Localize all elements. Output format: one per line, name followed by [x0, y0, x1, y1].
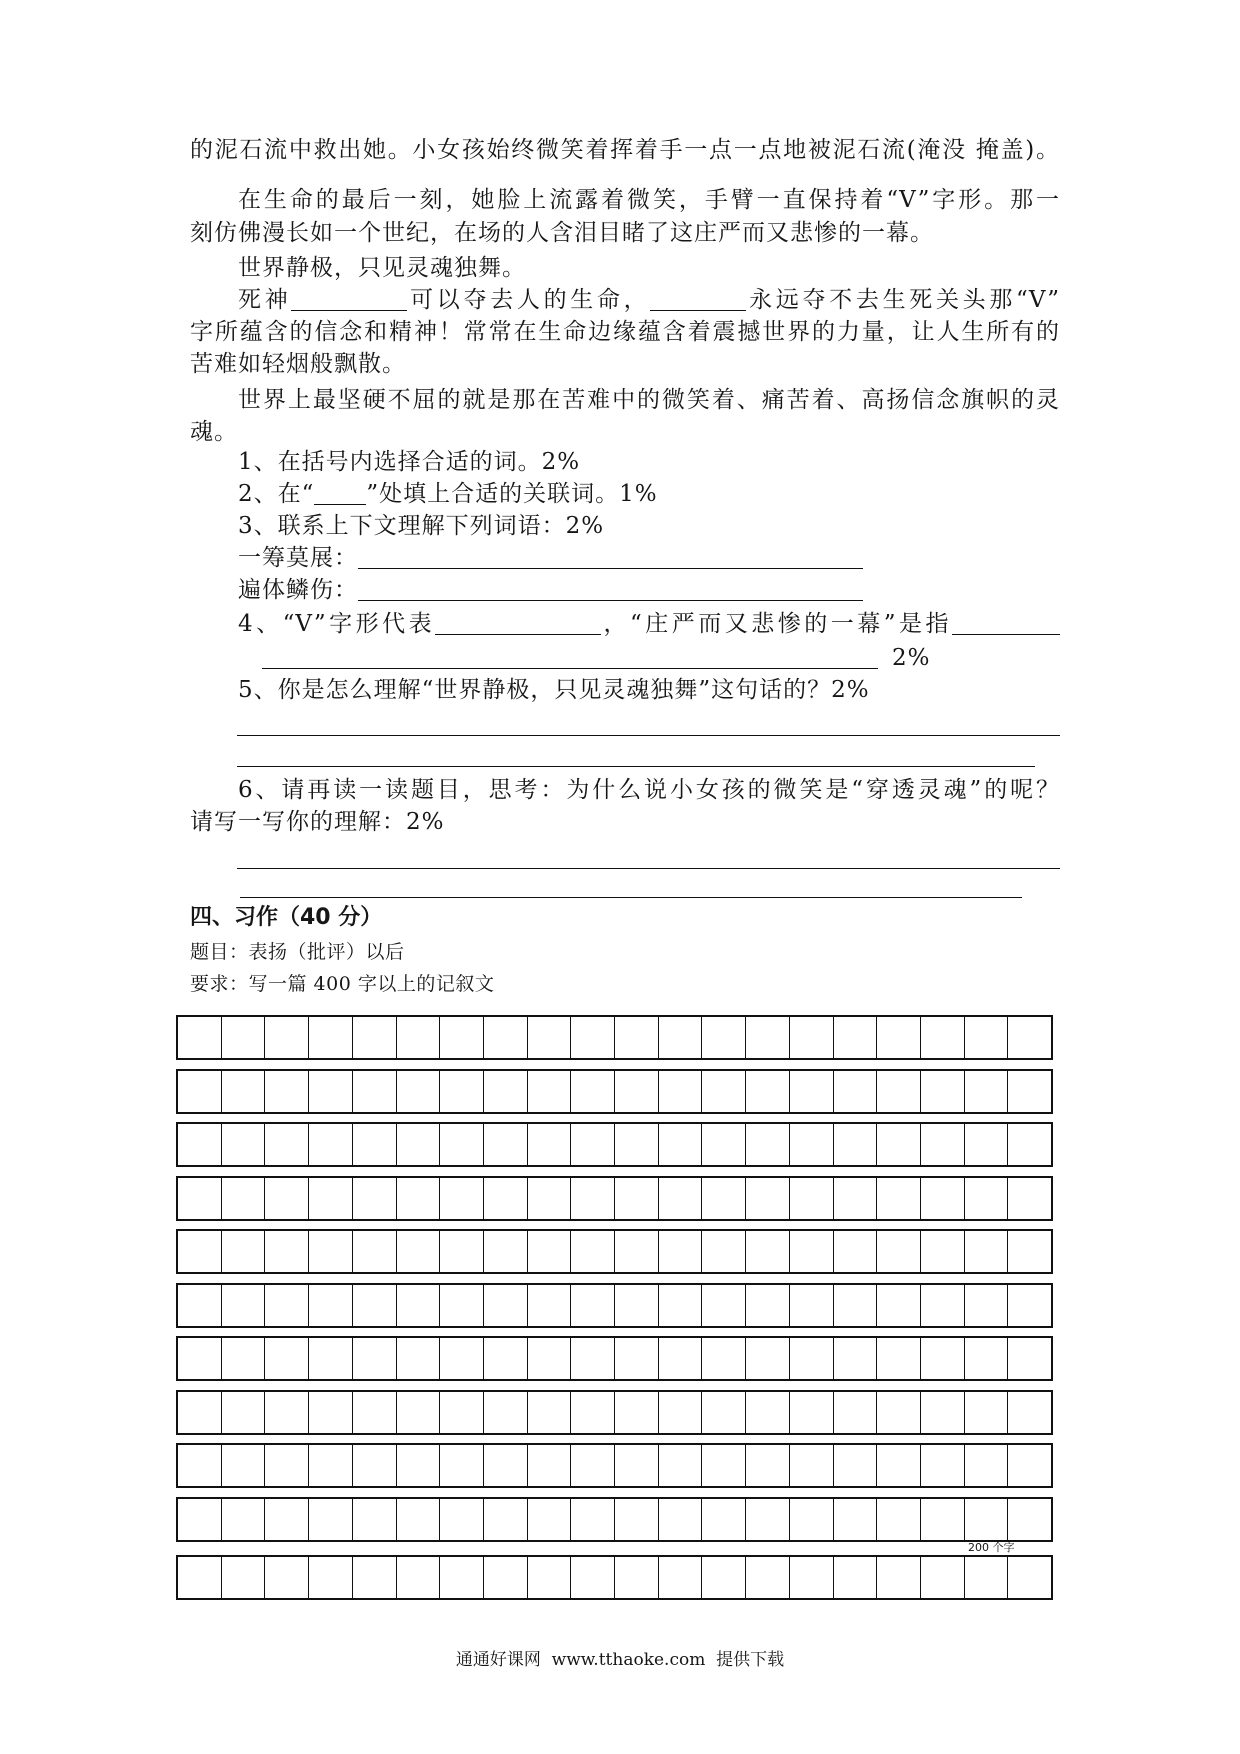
grid-cell — [484, 1338, 528, 1379]
grid-cell — [528, 1231, 572, 1272]
grid-cell — [877, 1499, 921, 1540]
grid-cell — [746, 1557, 790, 1598]
answer-blank — [358, 546, 863, 569]
grid-cell — [309, 1071, 353, 1112]
grid-cell — [615, 1499, 659, 1540]
grid-cell — [265, 1017, 309, 1058]
grid-cell — [746, 1178, 790, 1219]
score-label: 2% — [892, 645, 931, 671]
grid-cell — [265, 1338, 309, 1379]
grid-cell — [659, 1285, 703, 1326]
grid-cell — [397, 1071, 441, 1112]
section-heading: 四、习作（40 分） — [190, 905, 383, 930]
grid-cell — [834, 1124, 878, 1165]
grid-cell — [484, 1445, 528, 1486]
page-footer: 通通好课网 www.tthaoke.com 提供下载 — [455, 1650, 785, 1670]
grid-cell — [615, 1124, 659, 1165]
grid-row — [176, 1555, 1053, 1600]
grid-cell — [178, 1338, 222, 1379]
grid-cell — [222, 1338, 266, 1379]
grid-cell — [440, 1338, 484, 1379]
grid-cell — [746, 1017, 790, 1058]
answer-line — [240, 897, 1022, 898]
grid-cell — [484, 1392, 528, 1433]
grid-cell — [659, 1178, 703, 1219]
grid-cell — [615, 1017, 659, 1058]
grid-row — [176, 1122, 1053, 1167]
grid-cell — [178, 1499, 222, 1540]
grid-cell — [659, 1338, 703, 1379]
grid-cell — [921, 1124, 965, 1165]
grid-cell — [353, 1124, 397, 1165]
grid-cell — [659, 1124, 703, 1165]
passage-line: 苦难如轻烟般飘散。 — [190, 351, 406, 377]
grid-cell — [528, 1124, 572, 1165]
grid-cell — [790, 1178, 834, 1219]
question-text: ”处填上合适的关联词。1% — [366, 481, 658, 507]
composition-requirement: 要求：写一篇 400 字以上的记叙文 — [190, 973, 495, 995]
grid-cell — [178, 1231, 222, 1272]
grid-cell — [834, 1071, 878, 1112]
grid-cell — [265, 1231, 309, 1272]
grid-cell — [702, 1017, 746, 1058]
grid-cell — [265, 1071, 309, 1112]
grid-cell — [615, 1445, 659, 1486]
grid-cell — [615, 1178, 659, 1219]
grid-cell — [834, 1392, 878, 1433]
grid-cell — [790, 1285, 834, 1326]
grid-cell — [790, 1124, 834, 1165]
passage-line: 世界上最坚硬不屈的就是那在苦难中的微笑着、痛苦着、高扬信念旗帜的灵 — [238, 387, 1060, 413]
grid-row — [176, 1229, 1053, 1274]
grid-cell — [222, 1392, 266, 1433]
grid-cell — [790, 1071, 834, 1112]
grid-cell — [397, 1017, 441, 1058]
grid-cell — [615, 1392, 659, 1433]
grid-cell — [353, 1231, 397, 1272]
grid-cell — [834, 1231, 878, 1272]
grid-row — [176, 1390, 1053, 1435]
grid-cell — [834, 1557, 878, 1598]
grid-cell — [440, 1445, 484, 1486]
grid-cell — [571, 1017, 615, 1058]
grid-cell — [1008, 1338, 1051, 1379]
grid-cell — [309, 1178, 353, 1219]
question-text: ，“庄严而又悲惨的一幕”是指 — [601, 611, 952, 637]
grid-cell — [484, 1231, 528, 1272]
grid-cell — [528, 1557, 572, 1598]
grid-cell — [571, 1285, 615, 1326]
grid-cell — [877, 1178, 921, 1219]
question-2 — [238, 480, 658, 508]
answer-blank — [262, 646, 878, 669]
grid-cell — [440, 1392, 484, 1433]
grid-cell — [222, 1445, 266, 1486]
grid-cell — [309, 1124, 353, 1165]
grid-cell — [440, 1499, 484, 1540]
grid-cell — [921, 1499, 965, 1540]
grid-cell — [397, 1499, 441, 1540]
grid-cell — [528, 1285, 572, 1326]
answer-blank — [358, 578, 863, 601]
grid-cell — [615, 1338, 659, 1379]
grid-cell — [790, 1017, 834, 1058]
grid-cell — [397, 1392, 441, 1433]
grid-cell — [877, 1557, 921, 1598]
grid-cell — [877, 1017, 921, 1058]
passage-line: 刻仿佛漫长如一个世纪，在场的人含泪目睹了这庄严而又悲惨的一幕。 — [190, 220, 934, 246]
answer-line — [237, 766, 1035, 767]
passage-line: 魂。 — [190, 419, 238, 445]
grid-cell — [1008, 1178, 1051, 1219]
grid-cell — [615, 1071, 659, 1112]
passage-text: 可以夺去人的生命， — [407, 287, 651, 313]
grid-cell — [877, 1124, 921, 1165]
grid-cell — [790, 1392, 834, 1433]
grid-cell — [397, 1178, 441, 1219]
grid-cell — [877, 1231, 921, 1272]
grid-row — [176, 1015, 1053, 1060]
grid-cell — [965, 1231, 1009, 1272]
grid-cell — [353, 1178, 397, 1219]
grid-cell — [790, 1338, 834, 1379]
question-6-line-2: 请写一写你的理解：2% — [190, 809, 445, 835]
question-6: 6、请再读一读题目，思考：为什么说小女孩的微笑是“穿透灵魂”的呢？ — [238, 777, 1060, 803]
grid-cell — [265, 1445, 309, 1486]
grid-cell — [397, 1231, 441, 1272]
grid-cell — [265, 1124, 309, 1165]
grid-cell — [877, 1392, 921, 1433]
grid-cell — [965, 1392, 1009, 1433]
grid-cell — [309, 1557, 353, 1598]
grid-cell — [309, 1445, 353, 1486]
grid-cell — [1008, 1017, 1051, 1058]
grid-cell — [222, 1231, 266, 1272]
answer-blank — [650, 288, 746, 311]
grid-cell — [834, 1285, 878, 1326]
grid-row — [176, 1497, 1053, 1542]
grid-cell — [702, 1392, 746, 1433]
grid-cell — [309, 1017, 353, 1058]
answer-line — [237, 868, 1060, 869]
grid-cell — [440, 1557, 484, 1598]
grid-cell — [746, 1124, 790, 1165]
grid-row — [176, 1443, 1053, 1488]
grid-cell — [746, 1499, 790, 1540]
grid-cell — [877, 1445, 921, 1486]
grid-cell — [309, 1285, 353, 1326]
grid-cell — [528, 1445, 572, 1486]
grid-cell — [921, 1445, 965, 1486]
grid-cell — [965, 1338, 1009, 1379]
grid-cell — [790, 1445, 834, 1486]
grid-cell — [571, 1231, 615, 1272]
grid-cell — [440, 1071, 484, 1112]
grid-cell — [921, 1231, 965, 1272]
grid-cell — [309, 1338, 353, 1379]
grid-cell — [484, 1071, 528, 1112]
grid-row — [176, 1283, 1053, 1328]
grid-cell — [222, 1557, 266, 1598]
grid-cell — [615, 1285, 659, 1326]
grid-cell — [265, 1557, 309, 1598]
grid-cell — [877, 1071, 921, 1112]
grid-cell — [921, 1557, 965, 1598]
grid-cell — [746, 1285, 790, 1326]
grid-cell — [353, 1017, 397, 1058]
grid-cell — [222, 1178, 266, 1219]
question-5: 5、你是怎么理解“世界静极，只见灵魂独舞”这句话的？2% — [238, 677, 870, 703]
grid-cell — [659, 1017, 703, 1058]
grid-cell — [222, 1071, 266, 1112]
grid-cell — [834, 1017, 878, 1058]
question-3: 3、联系上下文理解下列词语：2% — [238, 513, 605, 539]
grid-cell — [965, 1557, 1009, 1598]
grid-cell — [702, 1338, 746, 1379]
grid-cell — [178, 1071, 222, 1112]
grid-row — [176, 1176, 1053, 1221]
vocab-word: 一筹莫展： — [238, 545, 358, 571]
grid-cell — [353, 1392, 397, 1433]
grid-cell — [746, 1445, 790, 1486]
grid-cell — [965, 1499, 1009, 1540]
grid-cell — [965, 1017, 1009, 1058]
grid-cell — [265, 1499, 309, 1540]
question-4-continuation — [262, 644, 931, 672]
grid-cell — [1008, 1124, 1051, 1165]
grid-cell — [484, 1124, 528, 1165]
passage-line-with-blanks — [238, 286, 1060, 314]
answer-blank — [314, 482, 366, 505]
grid-cell — [834, 1338, 878, 1379]
grid-cell — [615, 1557, 659, 1598]
grid-cell — [440, 1124, 484, 1165]
composition-topic: 题目：表扬（批评）以后 — [190, 941, 405, 963]
vocab-item — [238, 544, 863, 572]
grid-cell — [921, 1178, 965, 1219]
grid-cell — [353, 1285, 397, 1326]
grid-cell — [178, 1445, 222, 1486]
passage-line: 字所蕴含的信念和精神！常常在生命边缘蕴含着震撼世界的力量，让人生所有的 — [190, 319, 1060, 345]
grid-cell — [921, 1392, 965, 1433]
grid-cell — [746, 1338, 790, 1379]
grid-cell — [222, 1285, 266, 1326]
grid-cell — [484, 1285, 528, 1326]
grid-cell — [834, 1445, 878, 1486]
grid-cell — [222, 1017, 266, 1058]
grid-cell — [702, 1557, 746, 1598]
grid-cell — [790, 1499, 834, 1540]
grid-cell — [178, 1392, 222, 1433]
grid-cell — [1008, 1392, 1051, 1433]
grid-cell — [834, 1499, 878, 1540]
grid-cell — [440, 1231, 484, 1272]
answer-line — [237, 735, 1060, 736]
grid-cell — [659, 1557, 703, 1598]
grid-cell — [702, 1445, 746, 1486]
grid-cell — [965, 1124, 1009, 1165]
grid-cell — [571, 1178, 615, 1219]
grid-cell — [528, 1017, 572, 1058]
grid-cell — [571, 1392, 615, 1433]
grid-cell — [965, 1178, 1009, 1219]
grid-cell — [397, 1338, 441, 1379]
grid-cell — [659, 1445, 703, 1486]
grid-cell — [353, 1338, 397, 1379]
grid-cell — [659, 1231, 703, 1272]
grid-cell — [790, 1231, 834, 1272]
grid-cell — [178, 1017, 222, 1058]
grid-cell — [528, 1178, 572, 1219]
grid-cell — [615, 1231, 659, 1272]
word-count-label: 200 个字 — [968, 1541, 1015, 1554]
grid-cell — [440, 1178, 484, 1219]
answer-blank — [291, 288, 407, 311]
grid-cell — [921, 1338, 965, 1379]
grid-cell — [440, 1285, 484, 1326]
vocab-word: 遍体鳞伤： — [238, 577, 358, 603]
grid-cell — [659, 1499, 703, 1540]
grid-cell — [178, 1178, 222, 1219]
grid-cell — [309, 1231, 353, 1272]
grid-cell — [353, 1499, 397, 1540]
grid-cell — [353, 1071, 397, 1112]
grid-cell — [702, 1124, 746, 1165]
grid-cell — [222, 1499, 266, 1540]
grid-cell — [921, 1017, 965, 1058]
grid-cell — [571, 1499, 615, 1540]
grid-cell — [397, 1445, 441, 1486]
grid-row — [176, 1069, 1053, 1114]
grid-cell — [1008, 1285, 1051, 1326]
answer-blank — [435, 612, 601, 635]
grid-cell — [528, 1071, 572, 1112]
grid-cell — [571, 1557, 615, 1598]
grid-cell — [702, 1499, 746, 1540]
grid-cell — [528, 1499, 572, 1540]
question-text: 4、“V”字形代表 — [238, 611, 436, 637]
grid-cell — [484, 1557, 528, 1598]
question-4 — [238, 610, 1060, 638]
grid-cell — [178, 1557, 222, 1598]
passage-text: 永远夺不去生死关头那“V” — [746, 287, 1061, 313]
grid-cell — [746, 1392, 790, 1433]
grid-cell — [571, 1445, 615, 1486]
grid-row — [176, 1336, 1053, 1381]
grid-cell — [265, 1178, 309, 1219]
grid-cell — [484, 1178, 528, 1219]
grid-cell — [397, 1124, 441, 1165]
grid-cell — [965, 1285, 1009, 1326]
grid-cell — [571, 1338, 615, 1379]
passage-line: 的泥石流中救出她。小女孩始终微笑着挥着手一点一点地被泥石流(淹没 掩盖)。 — [190, 137, 1060, 163]
grid-cell — [484, 1499, 528, 1540]
grid-cell — [265, 1392, 309, 1433]
grid-cell — [921, 1285, 965, 1326]
grid-cell — [440, 1017, 484, 1058]
grid-cell — [571, 1124, 615, 1165]
grid-cell — [790, 1557, 834, 1598]
writing-grid — [176, 1015, 1053, 1607]
grid-cell — [353, 1445, 397, 1486]
grid-cell — [834, 1178, 878, 1219]
vocab-item — [238, 576, 863, 604]
grid-cell — [1008, 1071, 1051, 1112]
grid-cell — [877, 1285, 921, 1326]
grid-cell — [702, 1071, 746, 1112]
grid-cell — [746, 1231, 790, 1272]
grid-cell — [877, 1338, 921, 1379]
passage-text: 死神 — [238, 287, 292, 313]
grid-cell — [309, 1499, 353, 1540]
grid-cell — [965, 1071, 1009, 1112]
grid-cell — [659, 1071, 703, 1112]
grid-cell — [265, 1285, 309, 1326]
answer-blank — [952, 612, 1060, 635]
grid-cell — [397, 1285, 441, 1326]
grid-cell — [571, 1071, 615, 1112]
grid-cell — [484, 1017, 528, 1058]
grid-cell — [1008, 1557, 1051, 1598]
grid-cell — [353, 1557, 397, 1598]
grid-cell — [746, 1071, 790, 1112]
grid-cell — [1008, 1231, 1051, 1272]
grid-cell — [659, 1392, 703, 1433]
passage-line: 在生命的最后一刻，她脸上流露着微笑，手臂一直保持着“V”字形。那一 — [238, 187, 1060, 213]
grid-cell — [528, 1392, 572, 1433]
passage-line: 世界静极，只见灵魂独舞。 — [238, 255, 526, 281]
grid-cell — [528, 1338, 572, 1379]
grid-cell — [397, 1557, 441, 1598]
grid-cell — [965, 1445, 1009, 1486]
grid-cell — [1008, 1499, 1051, 1540]
grid-cell — [1008, 1445, 1051, 1486]
grid-cell — [702, 1285, 746, 1326]
grid-cell — [178, 1124, 222, 1165]
grid-cell — [921, 1071, 965, 1112]
grid-cell — [222, 1124, 266, 1165]
question-1: 1、在括号内选择合适的词。2% — [238, 449, 581, 475]
grid-cell — [702, 1178, 746, 1219]
question-text: 2、在“ — [238, 481, 315, 507]
grid-cell — [309, 1392, 353, 1433]
grid-cell — [702, 1231, 746, 1272]
grid-cell — [178, 1285, 222, 1326]
